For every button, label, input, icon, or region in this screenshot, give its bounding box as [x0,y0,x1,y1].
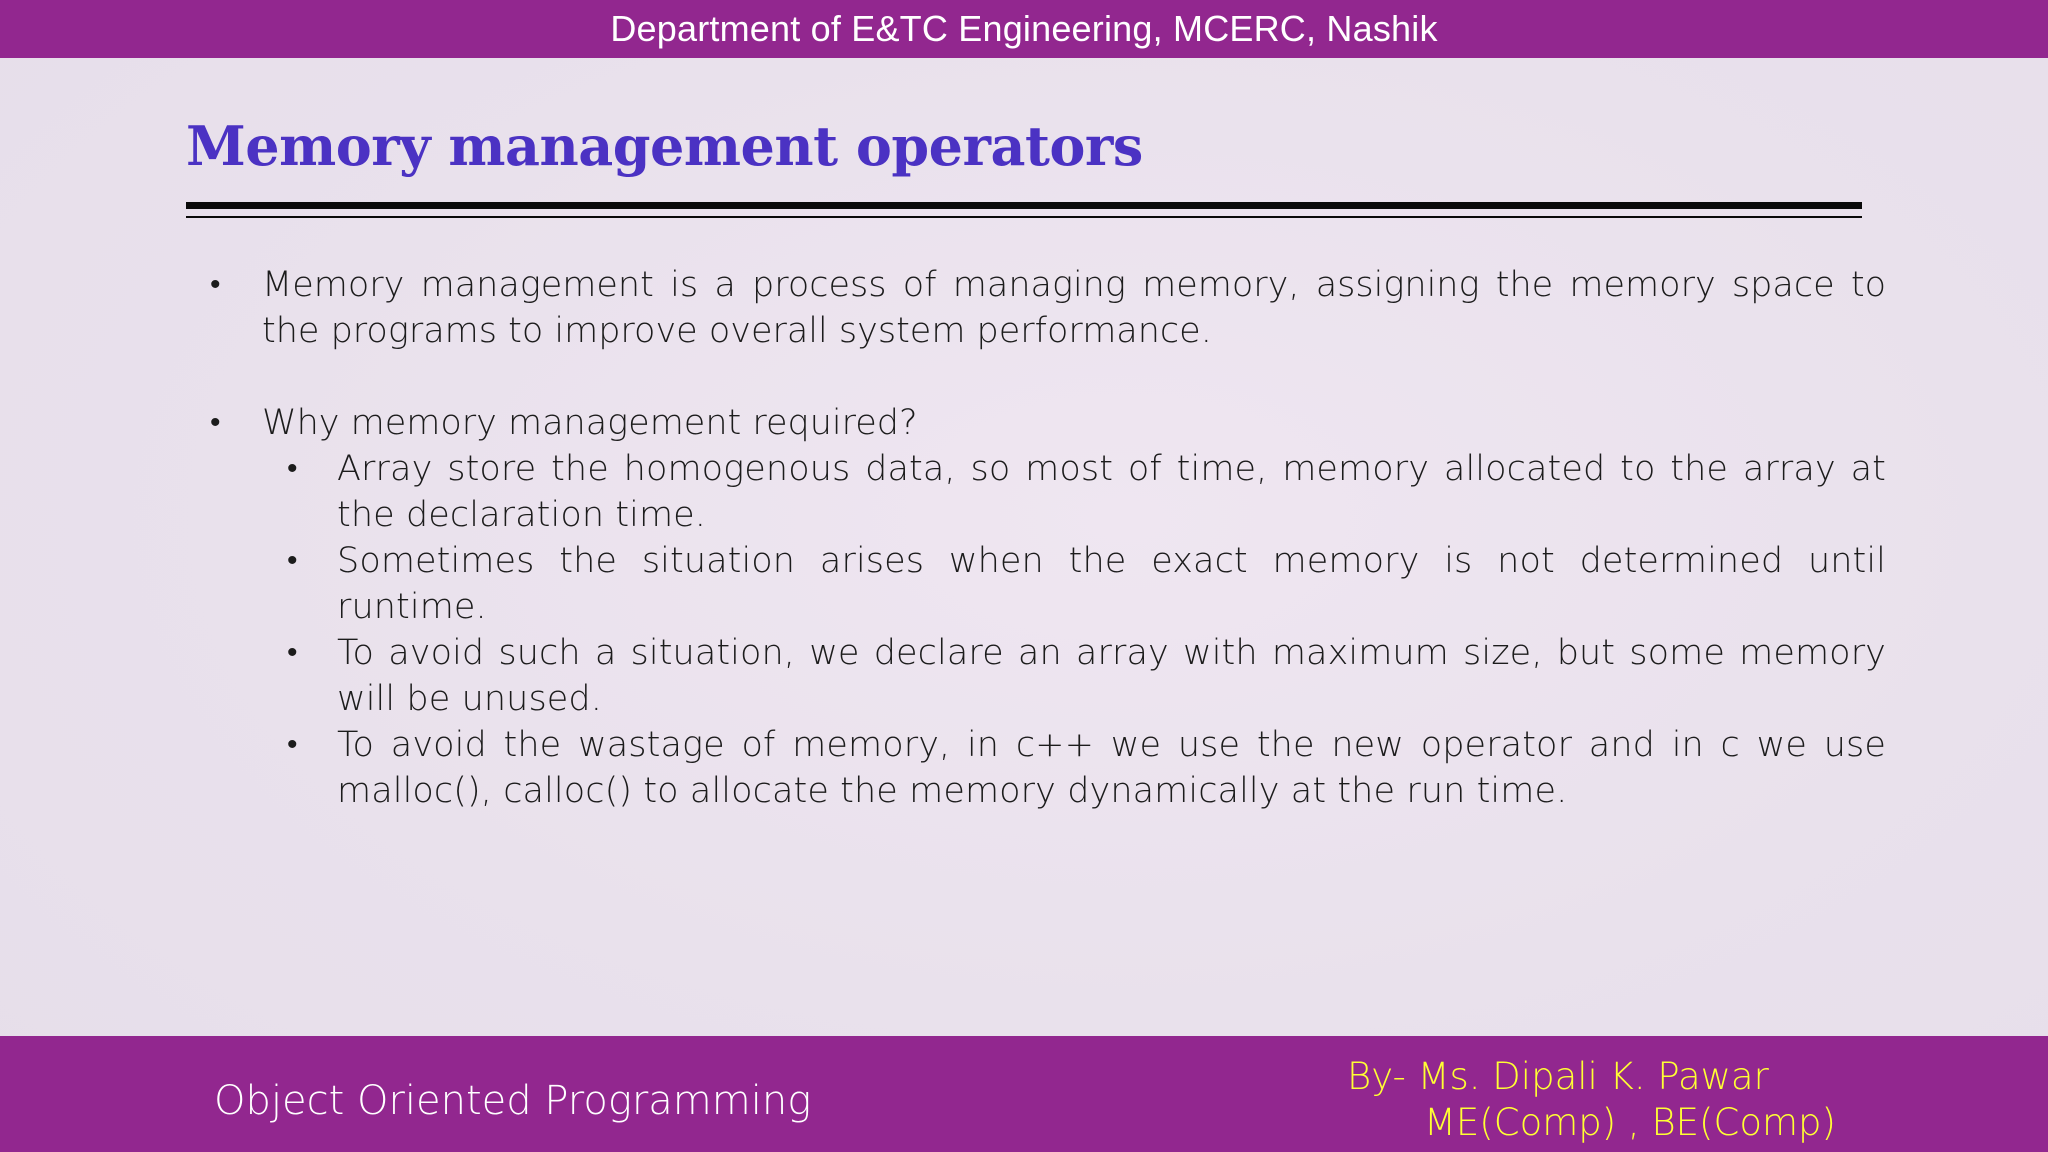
bullet-why-required: • Why memory management required? [210,400,1886,446]
sub-bullet-new-operator: • To avoid the wastage of memory, in c++ we use the new operator and in c we use malloc(), calloc() to allocate the memory dynamically at the run time. [287,722,1886,814]
header-bar [0,0,2048,58]
bullet-spacer [210,354,1886,400]
bullet-definition: • Memory management is a process of managing memory, assigning the memory space to the programs to improve overall system performance. [210,262,1886,354]
title-rule-thick [186,202,1862,209]
sub-bullet-runtime: • Sometimes the situation arises when the exact memory is not determined until runtime. [287,538,1886,630]
footer-qualifications: ME(Comp) , BE(Comp) [1424,1101,1836,1144]
footer-author: By- Ms. Dipali K. Pawar [1347,1055,1769,1098]
sub-bullet-array: • Array store the homogenous data, so most of time, memory allocated to the array at the declaration time. [287,446,1886,538]
header-text: Department of E&TC Engineering, MCERC, Nashik [610,8,1438,49]
footer-course-name: Object Oriented Programming [214,1078,812,1124]
title-rule-thin [186,216,1862,218]
slide-title: Memory management operators [186,114,1143,178]
slide-content [210,262,1886,814]
sub-bullet-max-size: • To avoid such a situation, we declare an array with maximum size, but some memory will be unused. [287,630,1886,722]
